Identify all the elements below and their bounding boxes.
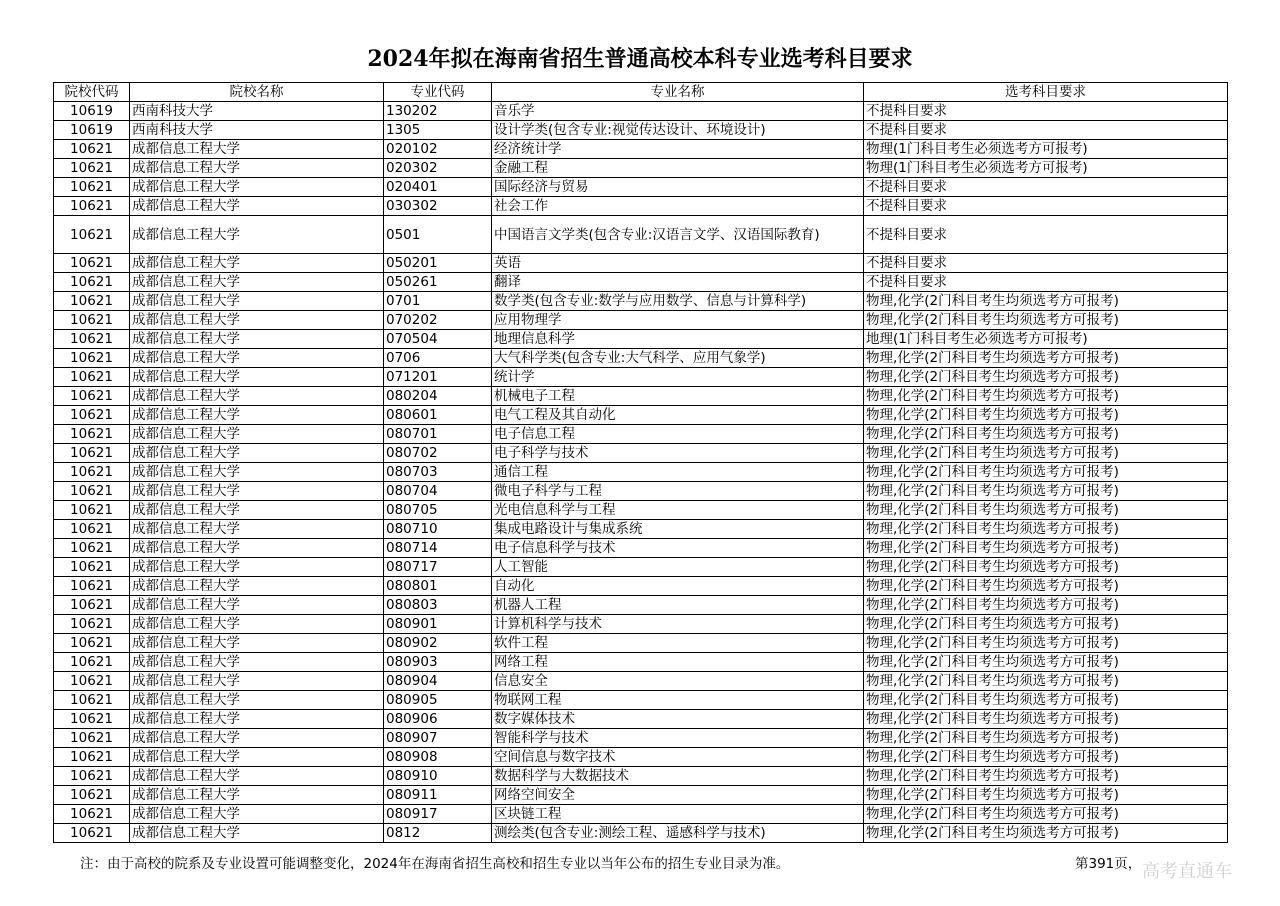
header-major-name: 专业名称 xyxy=(492,83,864,102)
major-name-cell: 软件工程 xyxy=(492,634,864,653)
table-row xyxy=(54,501,1228,520)
requirement-cell: 地理(1门科目考生必须选考方可报考) xyxy=(864,330,1228,349)
requirement-cell: 物理,化学(2门科目考生均须选考方可报考) xyxy=(864,672,1228,691)
major-code-cell: 050201 xyxy=(384,254,492,273)
major-code-cell: 080803 xyxy=(384,596,492,615)
watermark: 高考直通车 xyxy=(1142,861,1232,882)
requirement-cell: 物理,化学(2门科目考生均须选考方可报考) xyxy=(864,463,1228,482)
requirement-cell: 不提科目要求 xyxy=(864,254,1228,273)
school-name-cell: 成都信息工程大学 xyxy=(130,577,384,596)
school-name-cell: 成都信息工程大学 xyxy=(130,406,384,425)
requirements-table xyxy=(53,82,1228,843)
major-name-cell: 音乐学 xyxy=(492,102,864,121)
requirement-cell: 物理,化学(2门科目考生均须选考方可报考) xyxy=(864,292,1228,311)
school-name-cell: 成都信息工程大学 xyxy=(130,558,384,577)
table-row xyxy=(54,539,1228,558)
major-code-cell: 080701 xyxy=(384,425,492,444)
school-code-cell: 10621 xyxy=(54,273,130,292)
major-name-cell: 地理信息科学 xyxy=(492,330,864,349)
school-name-cell: 成都信息工程大学 xyxy=(130,368,384,387)
school-name-cell: 成都信息工程大学 xyxy=(130,197,384,216)
school-code-cell: 10621 xyxy=(54,425,130,444)
school-code-cell: 10621 xyxy=(54,501,130,520)
table-row xyxy=(54,140,1228,159)
major-code-cell: 080917 xyxy=(384,805,492,824)
school-name-cell: 成都信息工程大学 xyxy=(130,140,384,159)
requirement-cell: 物理,化学(2门科目考生均须选考方可报考) xyxy=(864,729,1228,748)
school-code-cell: 10621 xyxy=(54,824,130,843)
table-row xyxy=(54,615,1228,634)
requirement-cell: 物理,化学(2门科目考生均须选考方可报考) xyxy=(864,406,1228,425)
table-row xyxy=(54,691,1228,710)
page-number: 第391页， xyxy=(1075,856,1142,872)
school-name-cell: 成都信息工程大学 xyxy=(130,501,384,520)
school-name-cell: 成都信息工程大学 xyxy=(130,539,384,558)
major-name-cell: 统计学 xyxy=(492,368,864,387)
header-school-code: 院校代码 xyxy=(54,83,130,102)
requirement-cell: 物理,化学(2门科目考生均须选考方可报考) xyxy=(864,786,1228,805)
school-code-cell: 10621 xyxy=(54,558,130,577)
requirement-cell: 物理,化学(2门科目考生均须选考方可报考) xyxy=(864,558,1228,577)
major-code-cell: 020302 xyxy=(384,159,492,178)
table-row xyxy=(54,805,1228,824)
requirement-cell: 不提科目要求 xyxy=(864,178,1228,197)
major-code-cell: 080801 xyxy=(384,577,492,596)
major-code-cell: 080601 xyxy=(384,406,492,425)
school-code-cell: 10621 xyxy=(54,292,130,311)
requirement-cell: 物理,化学(2门科目考生均须选考方可报考) xyxy=(864,824,1228,843)
major-name-cell: 设计学类(包含专业:视觉传达设计、环境设计) xyxy=(492,121,864,140)
school-name-cell: 成都信息工程大学 xyxy=(130,178,384,197)
requirement-cell: 物理,化学(2门科目考生均须选考方可报考) xyxy=(864,368,1228,387)
major-name-cell: 测绘类(包含专业:测绘工程、遥感科学与技术) xyxy=(492,824,864,843)
school-name-cell: 成都信息工程大学 xyxy=(130,729,384,748)
major-code-cell: 070202 xyxy=(384,311,492,330)
major-code-cell: 080907 xyxy=(384,729,492,748)
requirement-cell: 物理,化学(2门科目考生均须选考方可报考) xyxy=(864,349,1228,368)
major-code-cell: 080705 xyxy=(384,501,492,520)
requirement-cell: 不提科目要求 xyxy=(864,273,1228,292)
school-code-cell: 10621 xyxy=(54,216,130,254)
major-code-cell: 0701 xyxy=(384,292,492,311)
major-name-cell: 大气科学类(包含专业:大气科学、应用气象学) xyxy=(492,349,864,368)
requirement-cell: 物理,化学(2门科目考生均须选考方可报考) xyxy=(864,710,1228,729)
school-name-cell: 西南科技大学 xyxy=(130,102,384,121)
school-code-cell: 10621 xyxy=(54,691,130,710)
school-name-cell: 成都信息工程大学 xyxy=(130,653,384,672)
major-code-cell: 080204 xyxy=(384,387,492,406)
table-row xyxy=(54,653,1228,672)
school-code-cell: 10621 xyxy=(54,330,130,349)
footer-note: 注：由于高校的院系及专业设置可能调整变化，2024年在海南省招生高校和招生专业以当年公布的招生专业目录为准。 xyxy=(80,856,790,872)
requirement-cell: 物理,化学(2门科目考生均须选考方可报考) xyxy=(864,653,1228,672)
major-name-cell: 中国语言文学类(包含专业:汉语言文学、汉语国际教育) xyxy=(492,216,864,254)
major-code-cell: 080910 xyxy=(384,767,492,786)
major-name-cell: 信息安全 xyxy=(492,672,864,691)
page-title: 2024年拟在海南省招生普通高校本科专业选考科目要求 xyxy=(367,46,913,72)
major-name-cell: 数字媒体技术 xyxy=(492,710,864,729)
school-code-cell: 10621 xyxy=(54,349,130,368)
table-row xyxy=(54,558,1228,577)
table-row xyxy=(54,634,1228,653)
table-row xyxy=(54,444,1228,463)
requirement-cell: 物理,化学(2门科目考生均须选考方可报考) xyxy=(864,691,1228,710)
major-code-cell: 080901 xyxy=(384,615,492,634)
major-code-cell: 070504 xyxy=(384,330,492,349)
table-row xyxy=(54,216,1228,254)
major-name-cell: 英语 xyxy=(492,254,864,273)
table-row xyxy=(54,824,1228,843)
table-row xyxy=(54,482,1228,501)
major-code-cell: 080714 xyxy=(384,539,492,558)
major-name-cell: 翻译 xyxy=(492,273,864,292)
major-name-cell: 机器人工程 xyxy=(492,596,864,615)
table-row xyxy=(54,254,1228,273)
school-name-cell: 成都信息工程大学 xyxy=(130,672,384,691)
major-code-cell: 1305 xyxy=(384,121,492,140)
requirement-cell: 物理,化学(2门科目考生均须选考方可报考) xyxy=(864,425,1228,444)
major-name-cell: 物联网工程 xyxy=(492,691,864,710)
school-code-cell: 10621 xyxy=(54,159,130,178)
school-name-cell: 成都信息工程大学 xyxy=(130,311,384,330)
major-name-cell: 电气工程及其自动化 xyxy=(492,406,864,425)
requirement-cell: 物理,化学(2门科目考生均须选考方可报考) xyxy=(864,387,1228,406)
school-code-cell: 10621 xyxy=(54,786,130,805)
school-name-cell: 成都信息工程大学 xyxy=(130,254,384,273)
school-code-cell: 10621 xyxy=(54,653,130,672)
table-row xyxy=(54,387,1228,406)
school-code-cell: 10621 xyxy=(54,748,130,767)
table-row xyxy=(54,330,1228,349)
table-body xyxy=(54,102,1228,843)
school-code-cell: 10621 xyxy=(54,767,130,786)
table-row xyxy=(54,786,1228,805)
requirement-cell: 物理(1门科目考生必须选考方可报考) xyxy=(864,159,1228,178)
school-name-cell: 成都信息工程大学 xyxy=(130,691,384,710)
requirement-cell: 物理(1门科目考生必须选考方可报考) xyxy=(864,140,1228,159)
major-name-cell: 数学类(包含专业:数学与应用数学、信息与计算科学) xyxy=(492,292,864,311)
table-row xyxy=(54,710,1228,729)
requirement-cell: 物理,化学(2门科目考生均须选考方可报考) xyxy=(864,615,1228,634)
major-name-cell: 网络工程 xyxy=(492,653,864,672)
major-code-cell: 080717 xyxy=(384,558,492,577)
major-name-cell: 机械电子工程 xyxy=(492,387,864,406)
school-code-cell: 10621 xyxy=(54,387,130,406)
major-code-cell: 080704 xyxy=(384,482,492,501)
major-code-cell: 080908 xyxy=(384,748,492,767)
school-code-cell: 10621 xyxy=(54,577,130,596)
table-row xyxy=(54,425,1228,444)
school-name-cell: 成都信息工程大学 xyxy=(130,615,384,634)
school-code-cell: 10621 xyxy=(54,406,130,425)
major-name-cell: 社会工作 xyxy=(492,197,864,216)
school-name-cell: 成都信息工程大学 xyxy=(130,273,384,292)
table-row xyxy=(54,102,1228,121)
major-code-cell: 080904 xyxy=(384,672,492,691)
school-name-cell: 成都信息工程大学 xyxy=(130,520,384,539)
school-code-cell: 10621 xyxy=(54,482,130,501)
school-code-cell: 10621 xyxy=(54,596,130,615)
school-code-cell: 10621 xyxy=(54,197,130,216)
table-row xyxy=(54,596,1228,615)
requirement-cell: 不提科目要求 xyxy=(864,197,1228,216)
school-name-cell: 成都信息工程大学 xyxy=(130,463,384,482)
school-code-cell: 10621 xyxy=(54,729,130,748)
requirement-cell: 物理,化学(2门科目考生均须选考方可报考) xyxy=(864,311,1228,330)
school-name-cell: 成都信息工程大学 xyxy=(130,805,384,824)
school-name-cell: 成都信息工程大学 xyxy=(130,425,384,444)
table-row xyxy=(54,729,1228,748)
requirement-cell: 物理,化学(2门科目考生均须选考方可报考) xyxy=(864,767,1228,786)
major-name-cell: 区块链工程 xyxy=(492,805,864,824)
header-school-name: 院校名称 xyxy=(130,83,384,102)
table-row xyxy=(54,748,1228,767)
table-row xyxy=(54,121,1228,140)
table-row xyxy=(54,672,1228,691)
school-code-cell: 10621 xyxy=(54,444,130,463)
major-code-cell: 080905 xyxy=(384,691,492,710)
school-name-cell: 成都信息工程大学 xyxy=(130,596,384,615)
school-name-cell: 成都信息工程大学 xyxy=(130,349,384,368)
major-name-cell: 自动化 xyxy=(492,577,864,596)
school-name-cell: 成都信息工程大学 xyxy=(130,159,384,178)
major-name-cell: 网络空间安全 xyxy=(492,786,864,805)
major-name-cell: 人工智能 xyxy=(492,558,864,577)
requirement-cell: 物理,化学(2门科目考生均须选考方可报考) xyxy=(864,596,1228,615)
requirement-cell: 物理,化学(2门科目考生均须选考方可报考) xyxy=(864,482,1228,501)
major-name-cell: 微电子科学与工程 xyxy=(492,482,864,501)
school-code-cell: 10621 xyxy=(54,368,130,387)
requirement-cell: 物理,化学(2门科目考生均须选考方可报考) xyxy=(864,501,1228,520)
school-code-cell: 10621 xyxy=(54,311,130,330)
school-code-cell: 10621 xyxy=(54,463,130,482)
major-name-cell: 金融工程 xyxy=(492,159,864,178)
school-code-cell: 10621 xyxy=(54,254,130,273)
table-row xyxy=(54,368,1228,387)
school-name-cell: 西南科技大学 xyxy=(130,121,384,140)
school-name-cell: 成都信息工程大学 xyxy=(130,216,384,254)
major-code-cell: 071201 xyxy=(384,368,492,387)
table-row xyxy=(54,197,1228,216)
major-name-cell: 集成电路设计与集成系统 xyxy=(492,520,864,539)
table-row xyxy=(54,520,1228,539)
major-code-cell: 080903 xyxy=(384,653,492,672)
school-name-cell: 成都信息工程大学 xyxy=(130,292,384,311)
table-row xyxy=(54,577,1228,596)
major-name-cell: 电子信息工程 xyxy=(492,425,864,444)
school-name-cell: 成都信息工程大学 xyxy=(130,767,384,786)
major-name-cell: 计算机科学与技术 xyxy=(492,615,864,634)
major-name-cell: 经济统计学 xyxy=(492,140,864,159)
major-code-cell: 130202 xyxy=(384,102,492,121)
requirement-cell: 物理,化学(2门科目考生均须选考方可报考) xyxy=(864,444,1228,463)
table-row xyxy=(54,178,1228,197)
table-row xyxy=(54,159,1228,178)
major-code-cell: 0501 xyxy=(384,216,492,254)
school-code-cell: 10621 xyxy=(54,672,130,691)
major-code-cell: 080906 xyxy=(384,710,492,729)
major-name-cell: 光电信息科学与工程 xyxy=(492,501,864,520)
major-name-cell: 国际经济与贸易 xyxy=(492,178,864,197)
school-name-cell: 成都信息工程大学 xyxy=(130,748,384,767)
requirement-cell: 物理,化学(2门科目考生均须选考方可报考) xyxy=(864,539,1228,558)
major-name-cell: 通信工程 xyxy=(492,463,864,482)
school-code-cell: 10619 xyxy=(54,102,130,121)
school-name-cell: 成都信息工程大学 xyxy=(130,387,384,406)
table-row xyxy=(54,292,1228,311)
major-code-cell: 080702 xyxy=(384,444,492,463)
major-name-cell: 电子科学与技术 xyxy=(492,444,864,463)
school-code-cell: 10621 xyxy=(54,520,130,539)
major-name-cell: 空间信息与数字技术 xyxy=(492,748,864,767)
requirement-cell: 不提科目要求 xyxy=(864,216,1228,254)
school-name-cell: 成都信息工程大学 xyxy=(130,444,384,463)
requirement-cell: 不提科目要求 xyxy=(864,102,1228,121)
school-code-cell: 10621 xyxy=(54,178,130,197)
header-major-code: 专业代码 xyxy=(384,83,492,102)
requirement-cell: 物理,化学(2门科目考生均须选考方可报考) xyxy=(864,577,1228,596)
school-name-cell: 成都信息工程大学 xyxy=(130,710,384,729)
header-requirement: 选考科目要求 xyxy=(864,83,1228,102)
requirement-cell: 物理,化学(2门科目考生均须选考方可报考) xyxy=(864,520,1228,539)
major-name-cell: 应用物理学 xyxy=(492,311,864,330)
major-code-cell: 080710 xyxy=(384,520,492,539)
school-name-cell: 成都信息工程大学 xyxy=(130,824,384,843)
school-code-cell: 10621 xyxy=(54,615,130,634)
major-code-cell: 080703 xyxy=(384,463,492,482)
table-header-row xyxy=(54,83,1228,102)
major-name-cell: 数据科学与大数据技术 xyxy=(492,767,864,786)
major-code-cell: 020102 xyxy=(384,140,492,159)
major-name-cell: 智能科学与技术 xyxy=(492,729,864,748)
major-code-cell: 080911 xyxy=(384,786,492,805)
school-code-cell: 10621 xyxy=(54,539,130,558)
school-code-cell: 10621 xyxy=(54,710,130,729)
requirement-cell: 物理,化学(2门科目考生均须选考方可报考) xyxy=(864,634,1228,653)
school-name-cell: 成都信息工程大学 xyxy=(130,786,384,805)
school-name-cell: 成都信息工程大学 xyxy=(130,330,384,349)
requirement-cell: 不提科目要求 xyxy=(864,121,1228,140)
table-row xyxy=(54,311,1228,330)
school-code-cell: 10619 xyxy=(54,121,130,140)
school-name-cell: 成都信息工程大学 xyxy=(130,634,384,653)
table-row xyxy=(54,406,1228,425)
table-row xyxy=(54,463,1228,482)
requirement-cell: 物理,化学(2门科目考生均须选考方可报考) xyxy=(864,805,1228,824)
major-code-cell: 0812 xyxy=(384,824,492,843)
table-row xyxy=(54,349,1228,368)
major-code-cell: 020401 xyxy=(384,178,492,197)
major-code-cell: 050261 xyxy=(384,273,492,292)
table-row xyxy=(54,767,1228,786)
school-code-cell: 10621 xyxy=(54,634,130,653)
major-code-cell: 080902 xyxy=(384,634,492,653)
major-name-cell: 电子信息科学与技术 xyxy=(492,539,864,558)
school-code-cell: 10621 xyxy=(54,805,130,824)
major-code-cell: 0706 xyxy=(384,349,492,368)
school-code-cell: 10621 xyxy=(54,140,130,159)
requirement-cell: 物理,化学(2门科目考生均须选考方可报考) xyxy=(864,748,1228,767)
major-code-cell: 030302 xyxy=(384,197,492,216)
school-name-cell: 成都信息工程大学 xyxy=(130,482,384,501)
table-row xyxy=(54,273,1228,292)
